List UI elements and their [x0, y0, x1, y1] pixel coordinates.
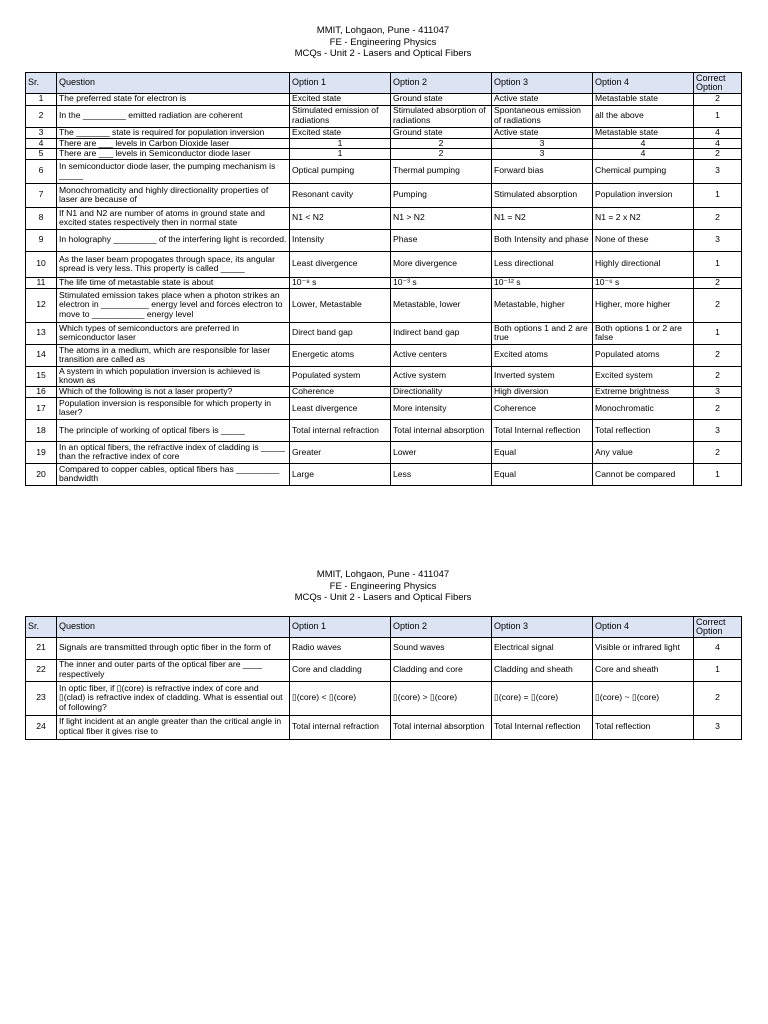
cell-option-3: Equal: [492, 441, 593, 463]
cell-sr: 11: [26, 277, 57, 288]
cell-option-2: 2: [391, 138, 492, 149]
cell-sr: 19: [26, 441, 57, 463]
cell-option-2: Sound waves: [391, 637, 492, 659]
cell-sr: 3: [26, 127, 57, 138]
mcq-sheet-page-2: [25, 569, 741, 740]
unit-line: MCQs - Unit 2 - Lasers and Optical Fibers: [294, 592, 472, 603]
cell-question: Which types of semiconductors are preferred in semiconductor laser: [57, 322, 290, 344]
cell-sr: 16: [26, 386, 57, 397]
cell-sr: 9: [26, 229, 57, 251]
cell-sr: 23: [26, 681, 57, 715]
cell-question: The life time of metastable state is about: [57, 277, 290, 288]
cell-option-3: ▯(core) = ▯(core): [492, 681, 593, 715]
cell-correct-option: 1: [694, 659, 742, 681]
cell-option-3: Forward bias: [492, 159, 593, 183]
table-row: [26, 419, 742, 441]
table-row: [26, 93, 742, 105]
cell-sr: 24: [26, 715, 57, 739]
cell-option-3: N1 = N2: [492, 207, 593, 229]
cell-correct-option: 2: [694, 397, 742, 419]
cell-question: The atoms in a medium, which are responsible for laser transition are called as: [57, 344, 290, 366]
cell-option-1: Large: [290, 463, 391, 485]
cell-option-3: High diversion: [492, 386, 593, 397]
cell-option-4: Core and sheath: [593, 659, 694, 681]
table-row: [26, 183, 742, 207]
cell-correct-option: 2: [694, 288, 742, 322]
cell-correct-option: 1: [694, 105, 742, 127]
cell-question: The principle of working of optical fibers is _____: [57, 419, 290, 441]
cell-question: The _______ state is required for population inversion: [57, 127, 290, 138]
table-row: [26, 138, 742, 149]
cell-question: If light incident at an angle greater than the critical angle in optical fiber it gives rise to: [57, 715, 290, 739]
cell-option-1: Optical pumping: [290, 159, 391, 183]
cell-option-3: Both options 1 and 2 are true: [492, 322, 593, 344]
document-header: [25, 569, 741, 604]
cell-option-4: Highly directional: [593, 251, 694, 277]
table-row: [26, 659, 742, 681]
cell-option-1: Intensity: [290, 229, 391, 251]
cell-option-4: Excited system: [593, 366, 694, 386]
cell-option-2: Active system: [391, 366, 492, 386]
cell-option-1: 10⁻⁸ s: [290, 277, 391, 288]
unit-line: MCQs - Unit 2 - Lasers and Optical Fibers: [294, 48, 472, 59]
cell-option-4: ▯(core) ~ ▯(core): [593, 681, 694, 715]
cell-sr: 14: [26, 344, 57, 366]
cell-option-4: all the above: [593, 105, 694, 127]
table-row: [26, 127, 742, 138]
course-line: FE - Engineering Physics: [329, 580, 437, 592]
cell-question: Which of the following is not a laser property?: [57, 386, 290, 397]
cell-option-1: Total internal refraction: [290, 715, 391, 739]
cell-sr: 22: [26, 659, 57, 681]
cell-option-1: ▯(core) < ▯(core): [290, 681, 391, 715]
cell-correct-option: 3: [694, 419, 742, 441]
table-row: [26, 105, 742, 127]
cell-correct-option: 3: [694, 159, 742, 183]
cell-question: There are ___ levels in Carbon Dioxide laser: [57, 138, 290, 149]
cell-option-2: Pumping: [391, 183, 492, 207]
cell-option-2: Active centers: [391, 344, 492, 366]
cell-option-1: Greater: [290, 441, 391, 463]
cell-option-3: Electrical signal: [492, 637, 593, 659]
cell-sr: 6: [26, 159, 57, 183]
cell-option-3: 10⁻¹² s: [492, 277, 593, 288]
cell-question: In optic fiber, if ▯(core) is refractive index of core and ▯(clad) is refractive index of cladding. What is essential out of following?: [57, 681, 290, 715]
table-row: [26, 397, 742, 419]
cell-option-1: Lower, Metastable: [290, 288, 391, 322]
cell-sr: 2: [26, 105, 57, 127]
cell-question: Compared to copper cables, optical fibers has _________ bandwidth: [57, 463, 290, 485]
cell-option-2: Total internal absorption: [391, 715, 492, 739]
cell-sr: 7: [26, 183, 57, 207]
cell-option-4: Populated atoms: [593, 344, 694, 366]
cell-sr: 8: [26, 207, 57, 229]
cell-option-4: Population inversion: [593, 183, 694, 207]
table-row: [26, 681, 742, 715]
cell-question: Monochromaticity and highly directionality properties of laser are because of: [57, 183, 290, 207]
col-header-question: Question: [57, 616, 290, 637]
cell-option-4: Higher, more higher: [593, 288, 694, 322]
cell-option-3: Metastable, higher: [492, 288, 593, 322]
cell-option-1: Stimulated emission of radiations: [290, 105, 391, 127]
table-row: [26, 207, 742, 229]
institute-line: MMIT, Lohgaon, Pune - 411047: [316, 25, 450, 36]
cell-option-3: Spontaneous emission of radiations: [492, 105, 593, 127]
cell-option-4: 4: [593, 138, 694, 149]
cell-option-3: Equal: [492, 463, 593, 485]
cell-option-4: N1 = 2 x N2: [593, 207, 694, 229]
cell-option-2: Less: [391, 463, 492, 485]
cell-option-2: Ground state: [391, 127, 492, 138]
cell-question: In holography _________ of the interfering light is recorded.: [57, 229, 290, 251]
table-row: [26, 715, 742, 739]
cell-option-2: Ground state: [391, 93, 492, 105]
table-row: [26, 229, 742, 251]
cell-question: If N1 and N2 are number of atoms in ground state and excited states respectively then in normal state: [57, 207, 290, 229]
cell-option-1: 1: [290, 138, 391, 149]
cell-option-3: Cladding and sheath: [492, 659, 593, 681]
cell-question: In an optical fibers, the refractive index of cladding is _____ than the refractive index of core: [57, 441, 290, 463]
cell-question: Population inversion is responsible for which property in laser?: [57, 397, 290, 419]
mcq-sheet-page-1: [25, 25, 741, 486]
table-row: [26, 463, 742, 485]
cell-option-2: ▯(core) > ▯(core): [391, 681, 492, 715]
table-row: [26, 322, 742, 344]
cell-option-4: Chemical pumping: [593, 159, 694, 183]
cell-option-3: Total Internal reflection: [492, 715, 593, 739]
mcq-table: [25, 616, 742, 740]
cell-sr: 15: [26, 366, 57, 386]
cell-correct-option: 2: [694, 366, 742, 386]
cell-correct-option: 1: [694, 322, 742, 344]
col-header-option-2: Option 2: [391, 616, 492, 637]
cell-option-4: Total reflection: [593, 715, 694, 739]
cell-correct-option: 1: [694, 251, 742, 277]
cell-option-2: 2: [391, 149, 492, 160]
cell-option-4: Extreme brightness: [593, 386, 694, 397]
cell-question: The inner and outer parts of the optical fiber are ____ respectively: [57, 659, 290, 681]
table-row: [26, 159, 742, 183]
col-header-question: Question: [57, 72, 290, 93]
cell-correct-option: 1: [694, 463, 742, 485]
cell-correct-option: 3: [694, 386, 742, 397]
col-header-correct-option: Correct Option: [694, 72, 742, 93]
cell-sr: 18: [26, 419, 57, 441]
table-row: [26, 251, 742, 277]
cell-option-2: Directionality: [391, 386, 492, 397]
cell-sr: 13: [26, 322, 57, 344]
col-header-sr: Sr.: [26, 616, 57, 637]
cell-option-2: N1 > N2: [391, 207, 492, 229]
cell-option-4: Metastable state: [593, 93, 694, 105]
table-row: [26, 637, 742, 659]
cell-correct-option: 4: [694, 637, 742, 659]
col-header-correct-option: Correct Option: [694, 616, 742, 637]
table-row: [26, 277, 742, 288]
cell-option-1: Resonant cavity: [290, 183, 391, 207]
cell-sr: 10: [26, 251, 57, 277]
col-header-option-4: Option 4: [593, 72, 694, 93]
mcq-table: [25, 72, 742, 486]
cell-sr: 20: [26, 463, 57, 485]
cell-option-1: Radio waves: [290, 637, 391, 659]
cell-question: A system in which population inversion is achieved is known as: [57, 366, 290, 386]
table-header-row: [26, 72, 742, 93]
table-row: [26, 344, 742, 366]
col-header-sr: Sr.: [26, 72, 57, 93]
cell-correct-option: 1: [694, 183, 742, 207]
cell-sr: 12: [26, 288, 57, 322]
cell-option-2: Stimulated absorption of radiations: [391, 105, 492, 127]
cell-question: Stimulated emission takes place when a photon strikes an electron in __________ energy level and forces electron to move to ___________ energy level: [57, 288, 290, 322]
cell-option-3: Active state: [492, 127, 593, 138]
cell-option-2: Cladding and core: [391, 659, 492, 681]
cell-option-4: Monochromatic: [593, 397, 694, 419]
cell-sr: 1: [26, 93, 57, 105]
institute-line: MMIT, Lohgaon, Pune - 411047: [316, 569, 450, 580]
cell-option-3: Total Internal reflection: [492, 419, 593, 441]
cell-option-4: Visible or infrared light: [593, 637, 694, 659]
cell-option-1: Least divergence: [290, 397, 391, 419]
cell-option-4: Any value: [593, 441, 694, 463]
cell-option-1: N1 < N2: [290, 207, 391, 229]
cell-option-2: Lower: [391, 441, 492, 463]
cell-option-2: Phase: [391, 229, 492, 251]
cell-question: As the laser beam propogates through space, its angular spread is very less. This property is called _____: [57, 251, 290, 277]
cell-option-4: 10⁻⁶ s: [593, 277, 694, 288]
table-row: [26, 366, 742, 386]
cell-option-4: Both options 1 or 2 are false: [593, 322, 694, 344]
cell-sr: 5: [26, 149, 57, 160]
table-row: [26, 441, 742, 463]
cell-option-3: Active state: [492, 93, 593, 105]
table-row: [26, 288, 742, 322]
cell-option-3: Inverted system: [492, 366, 593, 386]
cell-option-1: Total internal refraction: [290, 419, 391, 441]
course-line: FE - Engineering Physics: [329, 36, 437, 48]
cell-option-3: Stimulated absorption: [492, 183, 593, 207]
cell-question: The preferred state for electron is: [57, 93, 290, 105]
cell-sr: 17: [26, 397, 57, 419]
cell-option-3: Excited atoms: [492, 344, 593, 366]
cell-option-2: 10⁻³ s: [391, 277, 492, 288]
cell-option-2: Total internal absorption: [391, 419, 492, 441]
cell-correct-option: 2: [694, 277, 742, 288]
cell-question: In semiconductor diode laser, the pumping mechanism is _____: [57, 159, 290, 183]
col-header-option-2: Option 2: [391, 72, 492, 93]
cell-sr: 21: [26, 637, 57, 659]
cell-option-2: Thermal pumping: [391, 159, 492, 183]
cell-option-1: Excited state: [290, 127, 391, 138]
cell-option-1: Core and cladding: [290, 659, 391, 681]
cell-correct-option: 2: [694, 441, 742, 463]
cell-option-4: Total reflection: [593, 419, 694, 441]
cell-option-3: Both Intensity and phase: [492, 229, 593, 251]
table-row: [26, 386, 742, 397]
cell-correct-option: 4: [694, 138, 742, 149]
cell-option-3: Less directional: [492, 251, 593, 277]
cell-question: There are ___ levels in Semiconductor diode laser: [57, 149, 290, 160]
cell-option-1: Populated system: [290, 366, 391, 386]
cell-question: In the _________ emitted radiation are coherent: [57, 105, 290, 127]
cell-correct-option: 3: [694, 715, 742, 739]
table-row: [26, 149, 742, 160]
col-header-option-4: Option 4: [593, 616, 694, 637]
table-header-row: [26, 616, 742, 637]
cell-correct-option: 2: [694, 93, 742, 105]
cell-correct-option: 2: [694, 207, 742, 229]
cell-correct-option: 3: [694, 229, 742, 251]
col-header-option-1: Option 1: [290, 72, 391, 93]
cell-option-3: 3: [492, 138, 593, 149]
cell-option-4: None of these: [593, 229, 694, 251]
cell-option-1: Least divergence: [290, 251, 391, 277]
col-header-option-3: Option 3: [492, 72, 593, 93]
cell-option-3: Coherence: [492, 397, 593, 419]
col-header-option-3: Option 3: [492, 616, 593, 637]
cell-option-2: More intensity: [391, 397, 492, 419]
cell-option-4: Cannot be compared: [593, 463, 694, 485]
cell-option-1: Direct band gap: [290, 322, 391, 344]
cell-option-2: Indirect band gap: [391, 322, 492, 344]
cell-option-2: Metastable, lower: [391, 288, 492, 322]
cell-option-4: Metastable state: [593, 127, 694, 138]
cell-correct-option: 2: [694, 681, 742, 715]
cell-option-1: 1: [290, 149, 391, 160]
cell-correct-option: 2: [694, 344, 742, 366]
cell-sr: 4: [26, 138, 57, 149]
cell-correct-option: 2: [694, 149, 742, 160]
cell-option-3: 3: [492, 149, 593, 160]
cell-option-1: Energetic atoms: [290, 344, 391, 366]
col-header-option-1: Option 1: [290, 616, 391, 637]
cell-correct-option: 4: [694, 127, 742, 138]
cell-option-1: Coherence: [290, 386, 391, 397]
cell-option-1: Excited state: [290, 93, 391, 105]
cell-option-2: More divergence: [391, 251, 492, 277]
cell-question: Signals are transmitted through optic fiber in the form of: [57, 637, 290, 659]
document-header: [25, 25, 741, 60]
cell-option-4: 4: [593, 149, 694, 160]
